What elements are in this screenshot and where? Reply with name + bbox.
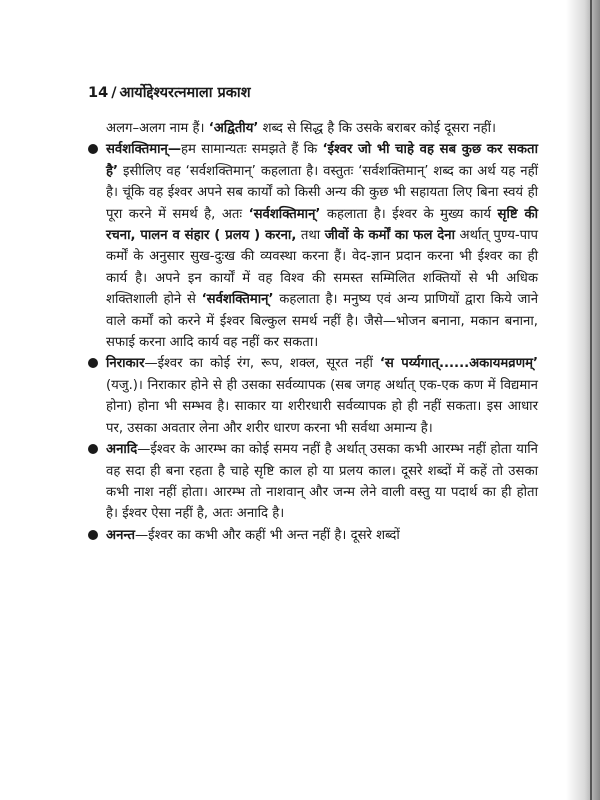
- intro-paragraph: अलग–अलग नाम हैं। ‘अद्वितीय’ शब्द से सिद्ध है कि उसके बराबर कोई दूसरा नहीं।: [106, 121, 496, 136]
- page-number: 14: [88, 85, 109, 101]
- bullet-icon: [88, 358, 98, 368]
- bullet-icon: [88, 530, 98, 540]
- bullet-icon: [88, 144, 98, 154]
- entry-term: सर्वशक्तिमान्—: [106, 142, 182, 158]
- entry-nirakar: निराकार—ईश्वर का कोई रंग, रूप, शक्ल, सूरत नहीं ‘स पर्य्यगात्......अकायमव्रणम्’ (यजु.)। निराकार होने से ही उसका सर्वव्यापक (सब जगह अर्थात् एक-एक कण में विद्यमान होना) होना भी सम्भव है। साकार या शरीरधारी सर्वव्यापक हो ही नहीं सकता। इस आधार पर, उसका अवतार लेना और शरीर धारण करना भी सर्वथा अमान्य है।: [82, 353, 538, 439]
- header-separator: /: [111, 85, 117, 101]
- entry-term: अनन्त: [106, 527, 135, 543]
- quoted-term-advitiya: ‘अद्वितीय’: [208, 121, 259, 136]
- page-body: [82, 118, 538, 546]
- entry-term: अनादि: [106, 442, 138, 458]
- entry-anant: अनन्त—ईश्वर का कभी और कहीं भी अन्त नहीं है। दूसरे शब्दों: [82, 525, 538, 546]
- entry-sarvashaktiman: सर्वशक्तिमान्—हम सामान्यतः समझते हैं कि ‘ईश्वर जो भी चाहे वह सब कुछ कर सकता है’ इसीलिए वह ‘सर्वशक्तिमान्’ कहलाता है। वस्तुतः ‘सर्वशक्तिमान्’ शब्द का अर्थ यह नहीं है। चूंकि वह ईश्वर अपने सब कार्यों को किसी अन्य की कुछ भी सहायता लिए बिना स्वयं ही पूरा करने में समर्थ है, अतः ‘सर्वशक्तिमान्’ कहलाता है। ईश्वर के मुख्य कार्य सृष्टि की रचना, पालन व संहार ( प्रलय ) करना, तथा जीवों के कर्मों का फल देना अर्थात् पुण्य-पाप कर्मों के अनुसार सुख-दुःख की व्यवस्था करना हैं। वेद-ज्ञान प्रदान करना भी ईश्वर का ही कार्य है। अपने इन कार्यों में वह विश्व की समस्त सम्मिलित शक्तियों से भी अधिक शक्तिशाली होने से ‘सर्वशक्तिमान्’ कहलाता है। मनुष्य एवं अन्य प्राणियों द्वारा किये जाने वाले कर्मों को करने में ईश्वर बिल्कुल समर्थ नहीं है। जैसे—भोजन बनाना, मकान बनाना, सफाई करना आदि कार्य वह नहीं कर सकता।: [82, 139, 538, 353]
- bullet-icon: [88, 444, 98, 454]
- entry-term: निराकार: [106, 356, 145, 372]
- page-edge-shadow: [566, 0, 600, 800]
- page-edge-line: [590, 0, 592, 800]
- book-title: आर्योद्देश्यरत्नमाला प्रकाश: [119, 85, 251, 101]
- entry-anadi: अनादि—ईश्वर के आरम्भ का कोई समय नहीं है अर्थात् उसका कभी आरम्भ नहीं होता यानि वह सदा ही बना रहता है चाहे सृष्टि काल हो या प्रलय काल। दूसरे शब्दों में कहें तो उसका कभी नाश नहीं होता। आरम्भ तो नाशवान् और जन्म लेने वाली वस्तु या पदार्थ का ही होता है। ईश्वर ऐसा नहीं है, अतः अनादि है।: [82, 439, 538, 525]
- running-header: [88, 84, 548, 102]
